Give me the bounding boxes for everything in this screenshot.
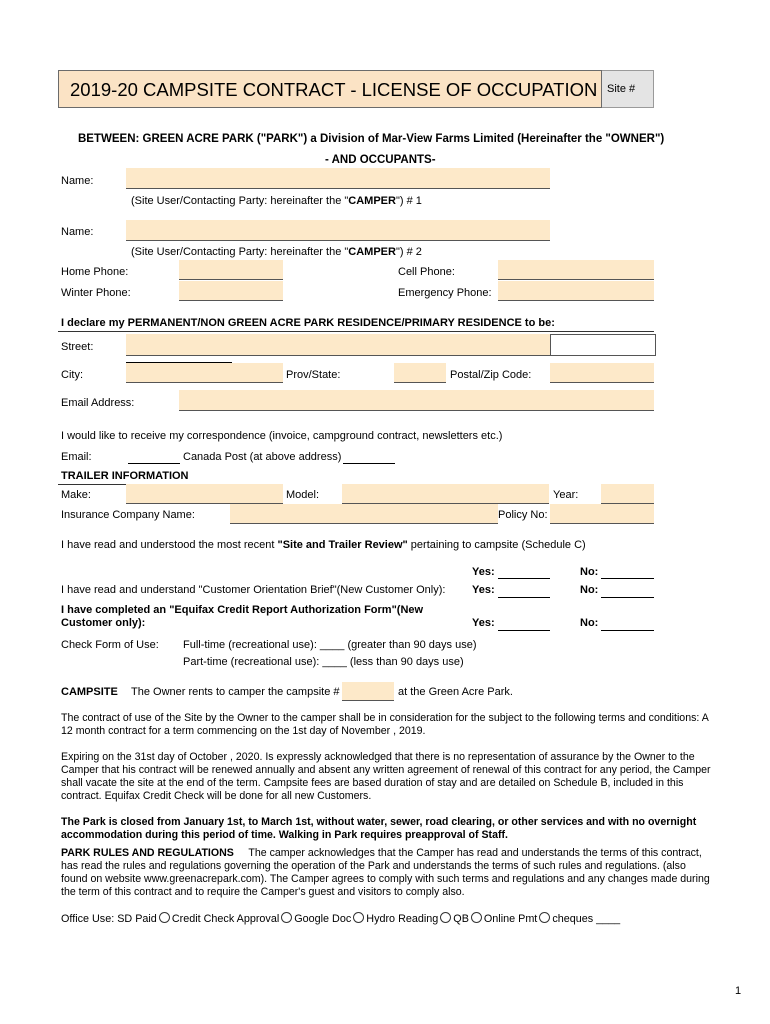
corr-email-label: Email: xyxy=(61,451,92,463)
camper2-name-field[interactable] xyxy=(126,220,550,241)
residence-divider xyxy=(58,331,654,332)
use-label: Check Form of Use: xyxy=(61,639,159,651)
cell-phone-label: Cell Phone: xyxy=(398,266,455,278)
orientation-yes-label: Yes: xyxy=(472,584,495,596)
review-no-label: No: xyxy=(580,566,599,578)
review-statement: I have read and understood the most recent "Site and Trailer Review" pertaining to campsite (Schedule C) xyxy=(61,539,586,551)
postal-field[interactable] xyxy=(550,363,654,383)
make-field[interactable] xyxy=(126,484,283,504)
home-phone-field[interactable] xyxy=(179,260,283,280)
make-label: Make: xyxy=(61,489,91,501)
office-use-row xyxy=(61,912,620,925)
cheques-label: cheques ____ xyxy=(552,913,621,925)
camper1-note: (Site User/Contacting Party: hereinafter the "CAMPER") # 1 xyxy=(131,195,422,207)
campsite-text: The Owner rents to camper the campsite # xyxy=(131,686,340,698)
winter-phone-label: Winter Phone: xyxy=(61,287,131,299)
equifax-yes-label: Yes: xyxy=(472,617,495,629)
review-yes-blank[interactable] xyxy=(498,578,550,579)
orientation-statement: I have read and understand "Customer Orientation Brief"(New Customer Only): xyxy=(61,584,446,596)
park-closed-paragraph: The Park is closed from January 1st, to March 1st, without water, sewer, road clearing, or other services and with no overnight accommodation during this period of time. Walking in Park requires preapproval of Staff. xyxy=(61,816,697,841)
between-statement: BETWEEN: GREEN ACRE PARK ("PARK") a Division of Mar-View Farms Limited (Hereinafter the "OWNER") xyxy=(78,133,665,145)
prov-field[interactable] xyxy=(394,363,446,383)
model-field[interactable] xyxy=(342,484,549,504)
year-field[interactable] xyxy=(601,484,654,504)
qb-radio[interactable] xyxy=(440,912,451,923)
contract-term-paragraph: The contract of use of the Site by the Owner to the camper shall be in consideration for the subject to the following terms and conditions: A 12 month contract for a term commencing on the 1st day of November , 2019. xyxy=(61,712,709,737)
credit-check-radio[interactable] xyxy=(159,912,170,923)
fulltime-option: Full-time (recreational use): ____ (greater than 90 days use) xyxy=(183,639,477,651)
credit-check-label: Credit Check Approval xyxy=(171,913,280,925)
camper1-name-field[interactable] xyxy=(126,168,550,189)
winter-phone-field[interactable] xyxy=(179,281,283,301)
camper1-name-label: Name: xyxy=(61,175,94,187)
equifax-statement-line2: Customer only): xyxy=(61,617,146,629)
google-doc-radio[interactable] xyxy=(281,912,292,923)
street-field[interactable] xyxy=(126,334,550,356)
insurance-field[interactable] xyxy=(230,504,498,524)
street-label: Street: xyxy=(61,341,94,353)
campsite-label: CAMPSITE xyxy=(61,686,118,698)
online-pmt-radio[interactable] xyxy=(471,912,482,923)
cell-phone-field[interactable] xyxy=(498,260,654,280)
corr-post-label: Canada Post (at above address) xyxy=(183,451,342,463)
qb-label: QB xyxy=(453,913,469,925)
expiry-paragraph: Expiring on the 31st day of October , 2020. Is expressly acknowledged that there is no representation of assurance by the Owner to the Camper that his contract will be renewed annually and absent any written agreement of renewal of this contract for any period, the Camper shall vacate the site at the end of the term. Campsite fees are based duration of stay and are detailed on Schedule B, included in this contract. Equifax Credit Check will be done for all new Customers. xyxy=(61,751,711,802)
email-address-field[interactable] xyxy=(179,390,654,411)
camper2-note: (Site User/Contacting Party: hereinafter the "CAMPER") # 2 xyxy=(131,246,422,258)
orientation-no-label: No: xyxy=(580,584,599,596)
park-rules-paragraph: PARK RULES AND REGULATIONS The camper acknowledges that the Camper has read and understands the terms of this contract, has read the rules and regulations governing the operation of the Park and understands the terms of such rules and regulations. (also found on website www.greenacrepark.com). The Camper agrees to comply with such terms and regulations and any changes made during the term of this contract and to require the Camper's guest and visitors to comply also. xyxy=(61,847,710,898)
page-title: 2019-20 CAMPSITE CONTRACT - LICENSE OF OCCUPATION xyxy=(70,79,598,100)
policy-field[interactable] xyxy=(550,504,654,524)
and-occupants: - AND OCCUPANTS- xyxy=(325,154,436,166)
emergency-phone-field[interactable] xyxy=(498,281,654,301)
equifax-yes-blank[interactable] xyxy=(498,630,550,631)
hydro-radio[interactable] xyxy=(353,912,364,923)
street-extra-field[interactable] xyxy=(550,334,656,356)
email-address-label: Email Address: xyxy=(61,397,135,409)
residence-heading: I declare my PERMANENT/NON GREEN ACRE PARK RESIDENCE/PRIMARY RESIDENCE to be: xyxy=(61,317,555,329)
online-pmt-label: Online Pmt xyxy=(483,913,538,925)
emergency-phone-label: Emergency Phone: xyxy=(398,287,492,299)
model-label: Model: xyxy=(286,489,320,501)
insurance-label: Insurance Company Name: xyxy=(61,509,195,521)
site-number-label: Site # xyxy=(607,83,636,95)
equifax-no-blank[interactable] xyxy=(601,630,654,631)
postal-label: Postal/Zip Code: xyxy=(450,369,532,381)
google-doc-label: Google Doc xyxy=(294,913,352,925)
corr-post-blank[interactable] xyxy=(343,463,395,464)
office-use-label: Office Use: SD Paid xyxy=(61,913,157,925)
equifax-no-label: No: xyxy=(580,617,599,629)
policy-label: Policy No: xyxy=(498,509,548,521)
parttime-option: Part-time (recreational use): ____ (less than 90 days use) xyxy=(183,656,464,668)
review-yes-label: Yes: xyxy=(472,566,495,578)
page-number: 1 xyxy=(735,985,742,997)
equifax-statement-line1: I have completed an "Equifax Credit Report Authorization Form"(New xyxy=(61,604,424,616)
correspondence-text: I would like to receive my correspondence (invoice, campground contract, newsletters etc.) xyxy=(61,430,503,442)
corr-email-blank[interactable] xyxy=(128,463,180,464)
city-field[interactable] xyxy=(126,363,283,383)
hydro-label: Hydro Reading xyxy=(366,913,439,925)
prov-label: Prov/State: xyxy=(286,369,341,381)
camper2-name-label: Name: xyxy=(61,226,94,238)
trailer-heading: TRAILER INFORMATION xyxy=(61,470,189,482)
campsite-suffix: at the Green Acre Park. xyxy=(398,686,513,698)
orientation-yes-blank[interactable] xyxy=(498,597,550,598)
home-phone-label: Home Phone: xyxy=(61,266,129,278)
city-label: City: xyxy=(61,369,83,381)
review-no-blank[interactable] xyxy=(601,578,654,579)
cheques-radio[interactable] xyxy=(539,912,550,923)
campsite-number-field[interactable] xyxy=(342,682,394,701)
orientation-no-blank[interactable] xyxy=(601,597,654,598)
year-label: Year: xyxy=(553,489,579,501)
